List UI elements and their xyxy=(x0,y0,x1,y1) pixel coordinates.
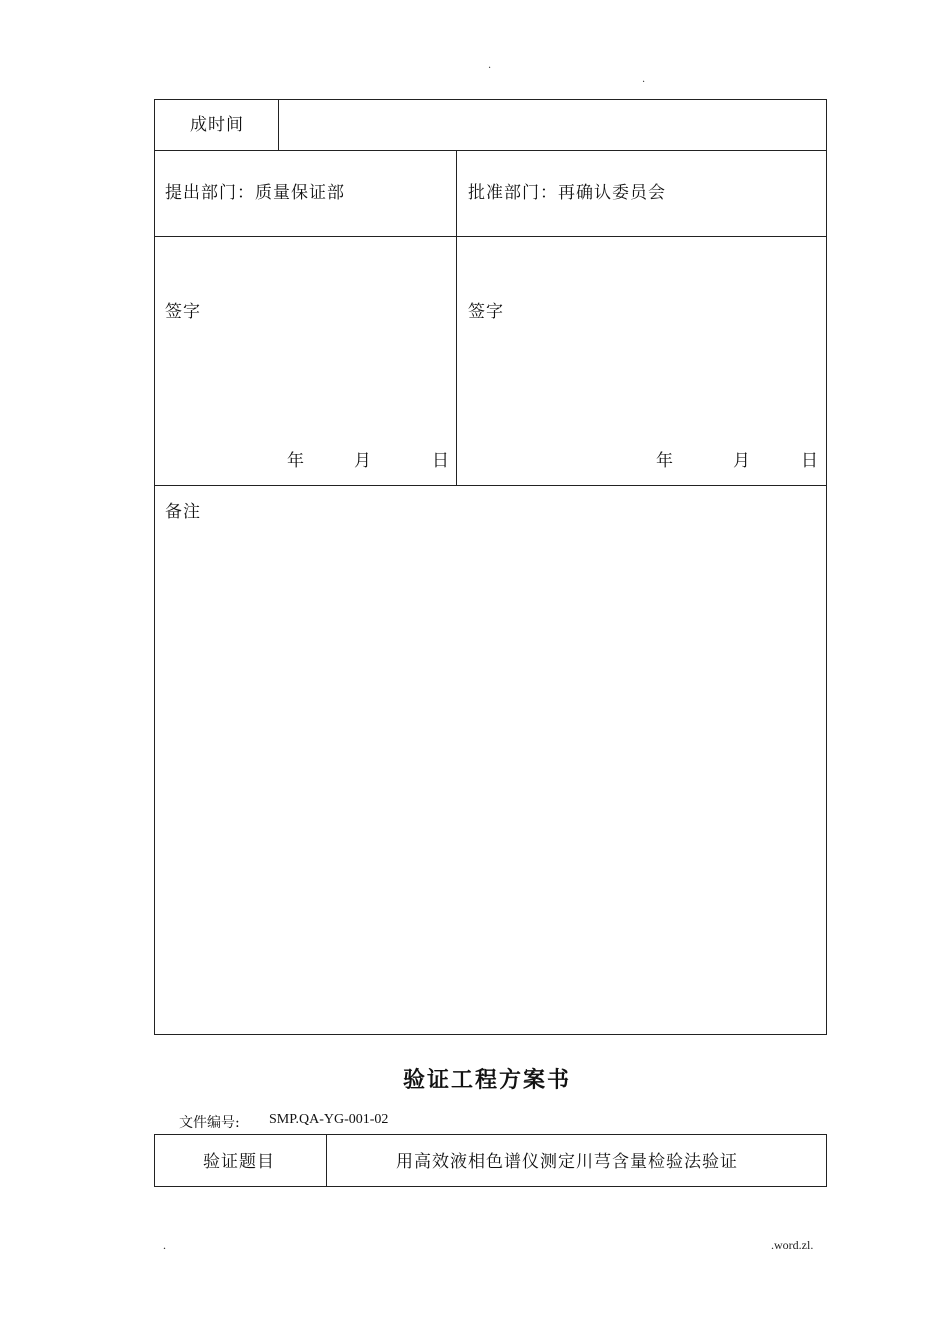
right-date-month: 月 xyxy=(733,451,751,471)
right-date-year: 年 xyxy=(656,451,674,471)
left-signature-label: 签字 xyxy=(165,302,201,322)
header-dot-right: . xyxy=(642,74,646,85)
completion-time-label: 成时间 xyxy=(190,115,244,135)
left-date-month: 月 xyxy=(354,451,372,471)
proposing-department: 提出部门：质量保证部 xyxy=(165,183,345,203)
header-dot-left: . xyxy=(488,60,492,71)
plan-title: 验证工程方案书 xyxy=(403,1067,572,1093)
row1-col-divider xyxy=(278,99,279,151)
right-signature-label: 签字 xyxy=(468,302,504,322)
file-number-value: SMP.QA-YG-001-02 xyxy=(269,1112,389,1127)
subject-col-divider xyxy=(326,1134,327,1187)
footer-left-dot: . xyxy=(163,1238,166,1252)
file-number-label: 文件编号: xyxy=(179,1115,240,1131)
remarks-label: 备注 xyxy=(165,502,201,522)
approving-department: 批准部门：再确认委员会 xyxy=(468,183,666,203)
left-date-year: 年 xyxy=(287,451,305,471)
right-date-day: 日 xyxy=(801,451,819,471)
row-divider-3 xyxy=(154,485,827,486)
footer-right-text: .word.zl. xyxy=(771,1238,814,1252)
row-divider-2 xyxy=(154,236,827,237)
approval-form-table xyxy=(154,99,827,1035)
subject-value: 用高效液相色谱仪测定川芎含量检验法验证 xyxy=(396,1152,738,1172)
subject-label: 验证题目 xyxy=(203,1152,275,1172)
left-date-day: 日 xyxy=(432,451,450,471)
mid-col-divider xyxy=(456,150,457,486)
row-divider-1 xyxy=(154,150,827,151)
